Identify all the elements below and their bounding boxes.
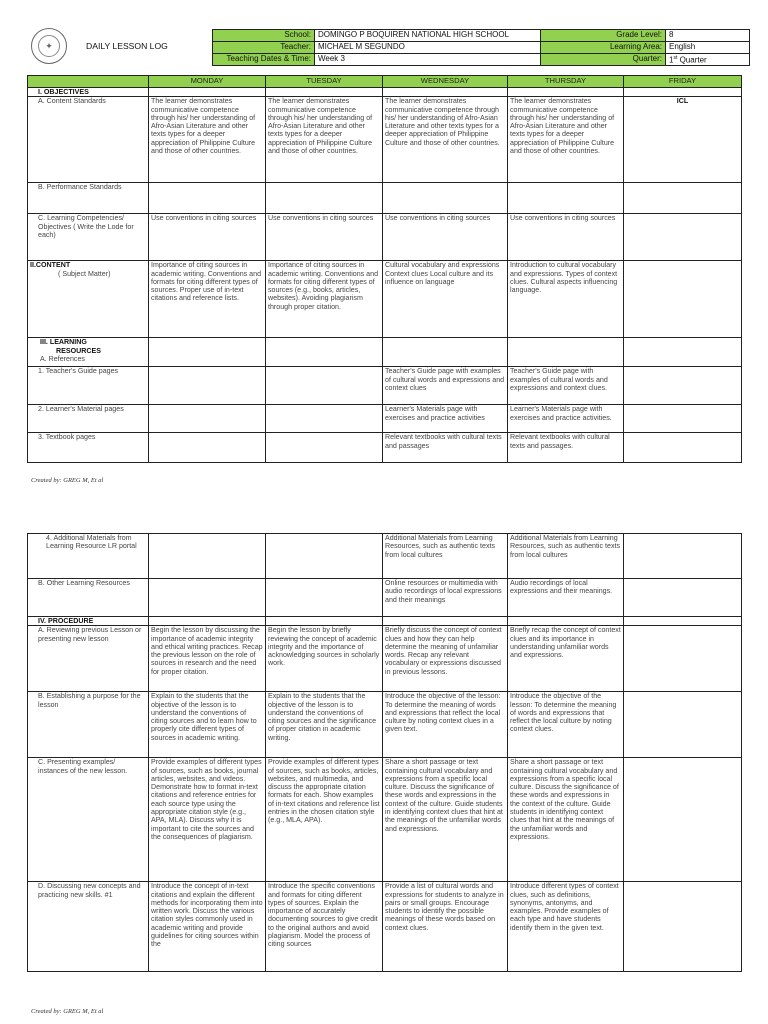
content-subheading: ( Subject Matter) xyxy=(58,269,111,278)
presenting-thursday: Share a short passage or text containing cultural vocabulary and expressions from a specific local culture. Discuss the significance of these words and expressions in the context of the culture. Guide students in identifying context clues that hint at the meanings of the unfamiliar words and expressions. xyxy=(508,758,624,882)
competencies-wednesday: Use conventions in citing sources xyxy=(383,214,508,261)
content-monday: Importance of citing sources in academic writing. Conventions and formats for citing different types of sources. Proper use of in-text citations and reference lists. xyxy=(149,261,266,338)
area-value: English xyxy=(666,42,750,54)
header-info-table xyxy=(212,29,750,66)
seal-emblem-icon: ✦ xyxy=(38,35,60,57)
purpose-wednesday: Introduce the objective of the lesson: To determine the meaning of words and expressions that reflect the local culture by noting context clues in a given text. xyxy=(383,692,508,758)
presenting-tuesday: Provide examples of different types of sources, such as books, articles, websites, and multimedia, and discuss the appropriate citation formats for each. Show examples of in-text citations and reference list entries in the chosen citation style (e.g., MLA, APA). xyxy=(266,758,383,882)
presenting-label: C. Presenting examples/ instances of the new lesson. xyxy=(28,758,149,882)
learners-material-wednesday: Learner's Materials page with exercises and practice activities xyxy=(383,405,508,433)
teachers-guide-thursday: Teacher's Guide page with examples of cultural words and expressions and context clues. xyxy=(508,367,624,405)
school-value: DOMINGO P BOQUIREN NATIONAL HIGH SCHOOL xyxy=(315,30,541,42)
procedure-heading: IV. PROCEDURE xyxy=(28,617,149,626)
additional-materials-wednesday: Additional Materials from Learning Resources, such as authentic texts from local cultures xyxy=(383,534,508,579)
footer-credit-1: Created by: GREG M, Et al xyxy=(31,477,104,484)
purpose-thursday: Introduce the objective of the lesson: To determine the meaning of words and expressions that reflect the local culture by noting context clues. xyxy=(508,692,624,758)
discussing-thursday: Introduce different types of context clues, such as definitions, synonyms, antonyms, and examples. Provide examples of each type and have students identify them in the given text. xyxy=(508,882,624,972)
purpose-monday: Explain to the students that the objective of the lesson is to understand the conventions of citing sources and to learn how to properly cite different types of sources in academic writing. xyxy=(149,692,266,758)
reviewing-tuesday: Begin the lesson by briefly reviewing the concept of academic integrity and the importance of acknowledging sources in scholarly work. xyxy=(266,626,383,692)
reviewing-monday: Begin the lesson by discussing the importance of academic integrity and ethical writing practices. Recap the previous lesson on the role of sources in research and the need for proper citation. xyxy=(149,626,266,692)
objectives-heading: I. OBJECTIVES xyxy=(28,88,149,97)
content-standards-friday: ICL xyxy=(624,97,742,183)
performance-standards-label: B. Performance Standards xyxy=(28,183,149,214)
quarter-value: 1st Quarter xyxy=(666,54,750,66)
header-blank-cell xyxy=(28,76,149,88)
day-header-thursday: THURSDAY xyxy=(508,76,624,88)
competencies-thursday: Use conventions in citing sources xyxy=(508,214,624,261)
learners-material-label: 2. Learner's Material pages xyxy=(28,405,149,433)
other-resources-thursday: Audio recordings of local expressions and their meanings. xyxy=(508,579,624,617)
grade-value: 8 xyxy=(666,30,750,42)
day-header-tuesday: TUESDAY xyxy=(266,76,383,88)
content-label xyxy=(28,261,149,338)
content-thursday: Introduction to cultural vocabulary and expressions. Types of context clues. Cultural aspects influencing language. xyxy=(508,261,624,338)
purpose-label: B. Establishing a purpose for the lesson xyxy=(28,692,149,758)
additional-materials-label: 4. Additional Materials from Learning Resource LR portal xyxy=(28,534,149,579)
content-standards-thursday: The learner demonstrates communicative competence through his/ her understanding of Afro-Asian Literature and other texts types for a deeper appreciation of Philippine Culture and those of other countries. xyxy=(508,97,624,183)
references-label: A. References xyxy=(40,354,85,363)
reviewing-label: A. Reviewing previous Lesson or presenting new lesson xyxy=(28,626,149,692)
textbook-label: 3. Textbook pages xyxy=(28,433,149,463)
presenting-monday: Provide examples of different types of sources, such as books, journal articles, websites, and videos. Demonstrate how to format in-text citations and reference entries for each source type using the appropriate citation style (e.g., APA, MLA). Discuss why it is important to cite the sources and the consequences of plagiarism. xyxy=(149,758,266,882)
learning-resources-heading2: RESOURCES xyxy=(56,346,101,355)
lesson-log-table-part2 xyxy=(27,533,742,972)
dates-label: Teaching Dates & Time: xyxy=(213,54,315,66)
presenting-wednesday: Share a short passage or text containing cultural vocabulary and expressions from a specific local culture. Discuss the significance of these words and expressions in the context of the culture. Guide students in identifying context clues that hint at the meanings of the unfamiliar words and expressions. xyxy=(383,758,508,882)
dates-value: Week 3 xyxy=(315,54,541,66)
content-heading: II.CONTENT xyxy=(30,261,71,270)
additional-materials-thursday: Additional Materials from Learning Resources, such as authentic texts from local cultures xyxy=(508,534,624,579)
textbook-wednesday: Relevant textbooks with cultural texts and passages xyxy=(383,433,508,463)
learners-material-thursday: Learner's Materials page with exercises and practice activities. xyxy=(508,405,624,433)
competencies-tuesday: Use conventions in citing sources xyxy=(266,214,383,261)
discussing-monday: Introduce the concept of in-text citations and explain the different methods for incorporating them into written work. Discuss the various citation styles commonly used in academic writing and provide guidelines for citing sources within the xyxy=(149,882,266,972)
day-header-monday: MONDAY xyxy=(149,76,266,88)
content-tuesday: Importance of citing sources in academic writing. Conventions and formats for citing different types of sources (e.g., books, articles, websites). Avoiding plagiarism through proper citation. xyxy=(266,261,383,338)
teacher-label: Teacher: xyxy=(213,42,315,54)
grade-label: Grade Level: xyxy=(541,30,666,42)
discussing-tuesday: Introduce the specific conventions and formats for citing different types of sources. Explain the importance of accurately documenting sources to give credit to the original authors and avoid plagiarism. Model the process of citing sources xyxy=(266,882,383,972)
page-title: DAILY LESSON LOG xyxy=(86,41,168,51)
competencies-label: C. Learning Competencies/ Objectives ( Write the Lode for each) xyxy=(28,214,149,261)
reviewing-thursday: Briefly recap the concept of context clues and its importance in understanding unfamiliar words and expressions. xyxy=(508,626,624,692)
other-resources-wednesday: Online resources or multimedia with audio recordings of local expressions and their meanings xyxy=(383,579,508,617)
content-standards-monday: The learner demonstrates communicative competence through his/ her understanding of Afro-Asian Literature and other texts types for a deeper appreciation of Philippine Culture and those of other countries. xyxy=(149,97,266,183)
day-header-friday: FRIDAY xyxy=(624,76,742,88)
purpose-tuesday: Explain to the students that the objective of the lesson is to understand the conventions of citing sources and the significance of proper citation in academic writing. xyxy=(266,692,383,758)
area-label: Learning Area: xyxy=(541,42,666,54)
quarter-label: Quarter: xyxy=(541,54,666,66)
deped-seal-logo xyxy=(31,28,67,64)
discussing-wednesday: Provide a list of cultural words and expressions for students to analyze in pairs or small groups. Encourage students to identify the possible meanings of these words based on context clues. xyxy=(383,882,508,972)
content-standards-label: A. Content Standards xyxy=(28,97,149,183)
reviewing-wednesday: Briefly discuss the concept of context clues and how they can help determine the meaning of unfamiliar words. Recap any relevant vocabulary or expressions discussed in previous lessons. xyxy=(383,626,508,692)
textbook-thursday: Relevant textbooks with cultural texts and passages. xyxy=(508,433,624,463)
lesson-log-table-part1 xyxy=(27,75,742,463)
other-resources-label: B. Other Learning Resources xyxy=(28,579,149,617)
content-standards-wednesday: The learner demonstrates communicative competence through his/ her understanding of Afro-Asian Literature and other texts types for a deeper appreciation of Philippine Culture and those of other countries. xyxy=(383,97,508,183)
content-standards-tuesday: The learner demonstrates communicative competence through his/ her understanding of Afro-Asian Literature and other texts types for a deeper appreciation of Philippine Culture and those of other countries. xyxy=(266,97,383,183)
school-label: School: xyxy=(213,30,315,42)
teachers-guide-wednesday: Teacher's Guide page with examples of cultural words and expressions and context clues xyxy=(383,367,508,405)
content-wednesday: Cultural vocabulary and expressions Context clues Local culture and its influence on language xyxy=(383,261,508,338)
teachers-guide-label: 1. Teacher's Guide pages xyxy=(28,367,149,405)
footer-credit-2: Created by: GREG M, Et al xyxy=(31,1008,104,1015)
competencies-monday: Use conventions in citing sources xyxy=(149,214,266,261)
learning-resources-heading: III. LEARNING xyxy=(40,338,87,347)
learning-resources-label xyxy=(28,338,149,367)
day-header-wednesday: WEDNESDAY xyxy=(383,76,508,88)
discussing-label: D. Discussing new concepts and practicing new skills. #1 xyxy=(28,882,149,972)
teacher-value: MICHAEL M SEGUNDO xyxy=(315,42,541,54)
